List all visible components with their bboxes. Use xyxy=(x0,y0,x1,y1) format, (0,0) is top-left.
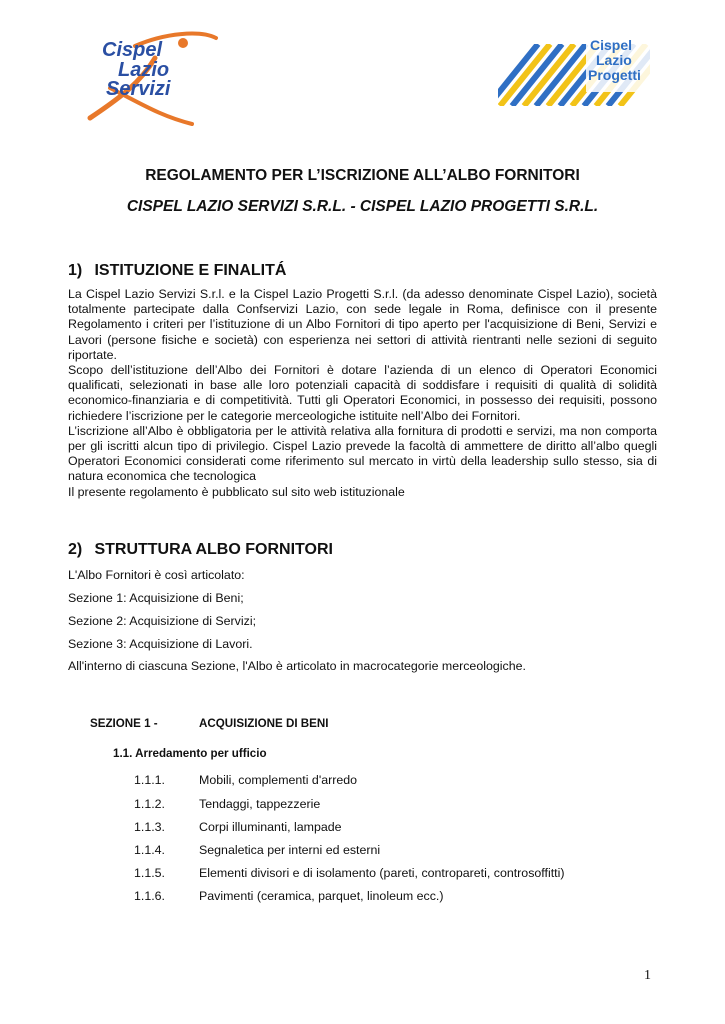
item-code: 1.1.1. xyxy=(134,773,166,787)
section-2-line: Sezione 3: Acquisizione di Lavori. xyxy=(68,637,253,651)
item-code: 1.1.5. xyxy=(134,866,166,880)
item-code: 1.1.6. xyxy=(134,889,166,903)
cispel-lazio-servizi-logo xyxy=(80,28,220,130)
logo-right-line3: Progetti xyxy=(588,67,641,83)
item-text: Pavimenti (ceramica, parquet, linoleum ecc.) xyxy=(199,889,444,903)
item-text: Segnaletica per interni ed esterni xyxy=(199,843,381,857)
section-2-line: All'interno di ciascuna Sezione, l'Albo è articolato in macrocategorie merceologiche. xyxy=(68,659,526,673)
logo-left-line3: Servizi xyxy=(106,78,171,100)
logo-right-line2: Lazio xyxy=(596,52,632,68)
item-text: Tendaggi, tappezzerie xyxy=(199,797,321,811)
cispel-lazio-progetti-logo xyxy=(498,34,650,106)
section-2-number: 2) xyxy=(68,541,83,558)
section-1-title: ISTITUZIONE E FINALITÁ xyxy=(94,262,287,279)
section-1-paragraph: Scopo dell’istituzione dell’Albo dei Fornitori è dotare l’azienda di un elenco di Operatori Economici qualificati, selezionati in base alle loro potenziali capacità di soddisfare i requisiti di qualità di solidità economico-finanziaria e di competitività. Tutti gli Operatori Economici, in possesso dei requisiti, possono richiedere l’iscrizione per le categorie merceologiche istituite nell’Albo dei Fornitori. xyxy=(68,363,657,423)
category-subheading: 1.1. Arredamento per ufficio xyxy=(113,747,267,760)
item-code: 1.1.3. xyxy=(134,820,166,834)
section-2-line: Sezione 1: Acquisizione di Beni; xyxy=(68,591,244,605)
logo-left-line2: Lazio xyxy=(118,59,170,81)
item-text: Corpi illuminanti, lampade xyxy=(199,820,342,834)
section-1-paragraph: L’iscrizione all’Albo è obbligatoria per le attività relativa alla fornitura di prodotti e servizi, ma non comporta per gli iscritti alcun tipo di privilegio. Cispel Lazio prevede la facoltà di ammettere de diritto all’albo quegli Operatori Economici considerati come riferimento sul mercato in virtù della leadership sullo stesso, sia di natura economica che tecnologica xyxy=(68,423,657,484)
document-subtitle: CISPEL LAZIO SERVIZI S.R.L. - CISPEL LAZIO PROGETTI S.R.L. xyxy=(126,198,599,215)
item-text: Mobili, complementi d'arredo xyxy=(199,773,358,787)
section-2-line: L'Albo Fornitori è così articolato: xyxy=(68,568,245,582)
document-title: REGOLAMENTO PER L’ISCRIZIONE ALL’ALBO FORNITORI xyxy=(145,167,580,184)
sezione-title: ACQUISIZIONE DI BENI xyxy=(199,717,329,730)
section-2-heading xyxy=(68,541,333,559)
item-code: 1.1.2. xyxy=(134,797,166,811)
item-text: Elementi divisori e di isolamento (pareti, contropareti, controsoffitti) xyxy=(199,866,565,880)
page-number: 1 xyxy=(644,968,651,983)
section-1-paragraph: La Cispel Lazio Servizi S.r.l. e la Cispel Lazio Progetti S.r.l. (da adesso denominate Cispel Lazio), società totalmente partecipate dalla Confservizi Lazio, con sede legale in Roma, definisce con il presente Regolamento i criteri per l’istituzione di un Albo Fornitori di tipo aperto per l'acquisizione di Beni, Servizi e Lavori (persone fisiche e società) con esperienza nei settori di attività rientranti nelle sezioni di seguito riportate. xyxy=(68,287,657,362)
section-1-paragraph: Il presente regolamento è pubblicato sul sito web istituzionale xyxy=(68,484,405,499)
section-1-body xyxy=(68,287,657,500)
section-2-title: STRUTTURA ALBO FORNITORI xyxy=(94,541,333,558)
section-2-line: Sezione 2: Acquisizione di Servizi; xyxy=(68,614,257,628)
item-code: 1.1.4. xyxy=(134,843,166,857)
section-1-heading xyxy=(68,262,286,280)
section-1-number: 1) xyxy=(68,262,83,279)
logo-left-line1: Cispel xyxy=(102,39,163,61)
sezione-label: SEZIONE 1 - xyxy=(90,717,158,730)
logo-right-line1: Cispel xyxy=(590,37,633,53)
